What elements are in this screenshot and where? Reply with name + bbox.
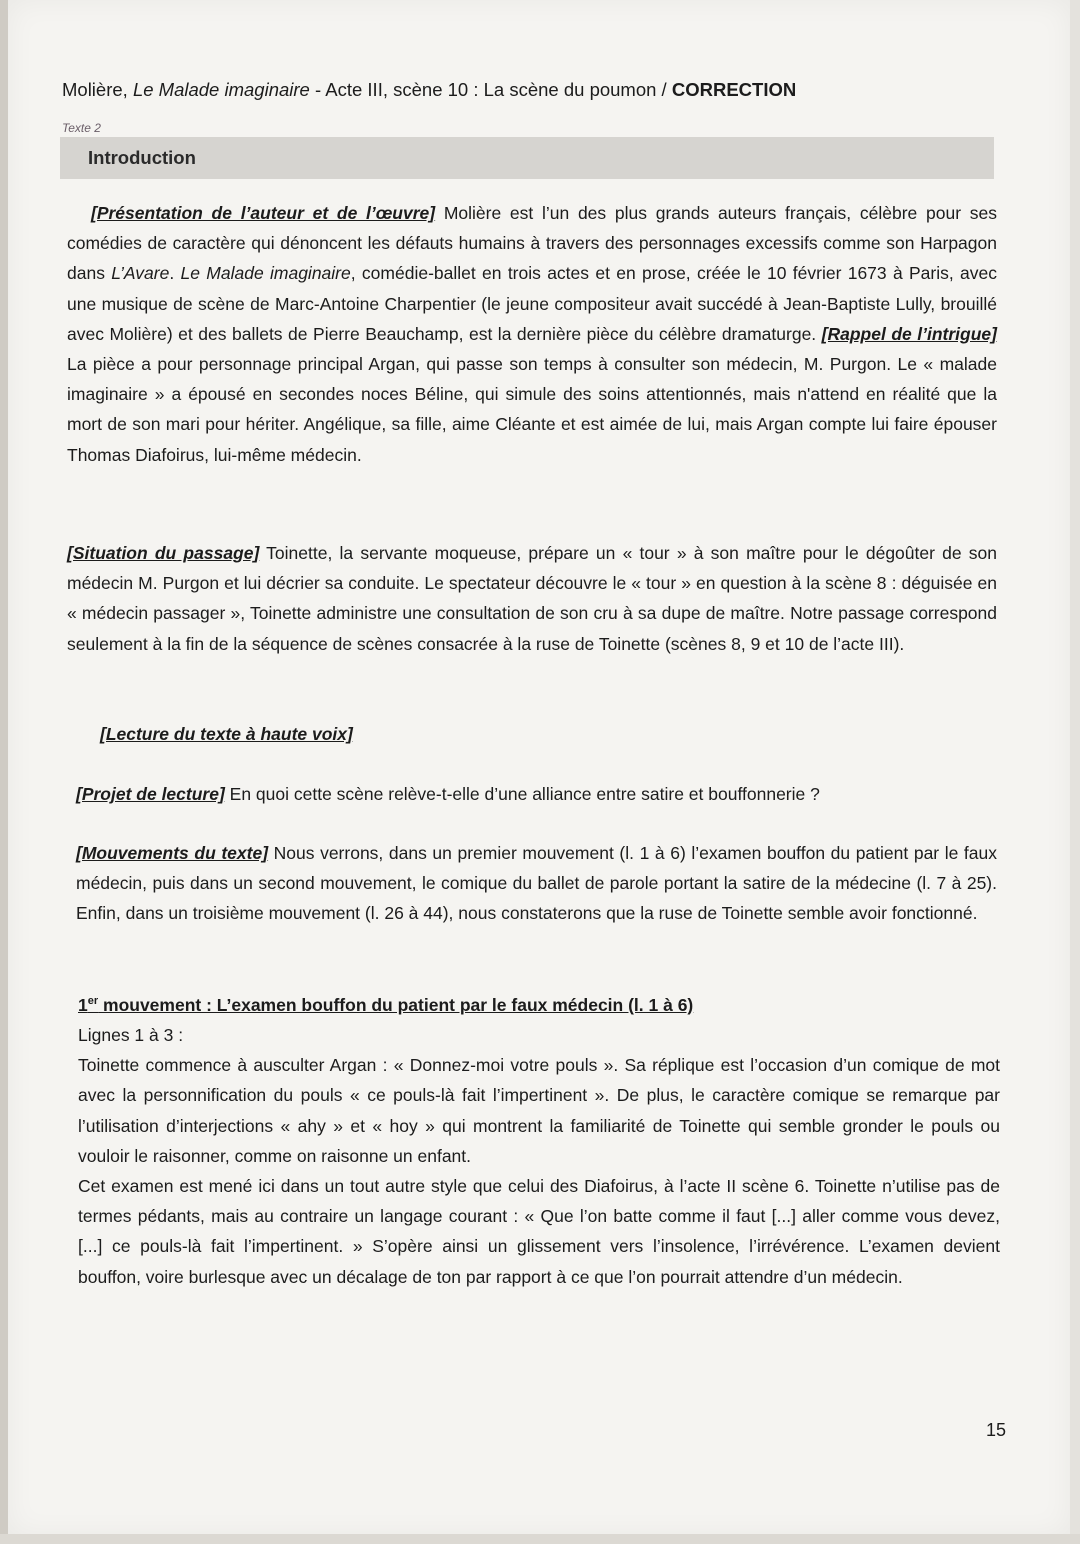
tag-lecture: [Lecture du texte à haute voix]: [100, 724, 353, 744]
text-run: Nous verrons, dans un premier mouvement (l. 1 à 6) l’examen bouffon du patient par le faux médecin, puis dans un second mouvement, le comique du ballet de parole portant la satire de la médecine (l. 7 à 25). Enfin, dans un troisième mouvement (l. 26 à 44), nous constaterons que la ruse de Toinette semble avoir fonctionné.: [76, 843, 997, 924]
title-work: Le Malade imaginaire: [132, 79, 310, 100]
text-run: En quoi cette scène relève-t-elle d’une alliance entre satire et bouffonnerie ?: [224, 784, 820, 804]
text-run-italic: L’Avare: [111, 263, 170, 284]
tag-projet: [Projet de lecture]: [76, 784, 225, 804]
tag-mouvements: [Mouvements du texte]: [76, 843, 269, 863]
tag-rappel: [Rappel de l’intrigue]: [821, 323, 997, 344]
paragraph-lecture: [100, 719, 900, 749]
tag-situation: [Situation du passage]: [67, 543, 260, 563]
title-correction: CORRECTION: [671, 79, 797, 100]
text-run-italic: Le Malade imaginaire: [180, 263, 351, 284]
introduction-heading: Introduction: [88, 147, 196, 168]
paragraph-projet: [76, 779, 997, 809]
movement-title-text: mouvement : L’examen bouffon du patient par le faux médecin (l. 1 à 6): [98, 994, 694, 1015]
title-author: Molière,: [62, 79, 133, 100]
text-run: .: [169, 263, 181, 284]
first-movement-title: [78, 986, 1000, 1020]
introduction-heading-bar: [60, 137, 994, 179]
texte-label: Texte 2: [62, 121, 101, 135]
text-run: Toinette, la servante moqueuse, prépare un « tour » à son maître pour le dégoûter de son médecin M. Purgon et lui décrier sa conduite. Le spectateur découvre le « tour » en question à la scène 8 : déguisée en « médecin passager », Toinette administre une consultation de son cru à sa dupe de maître. Notre passage correspond seulement à la fin de la séquence de scènes consacrée à la ruse de Toinette (scènes 8, 9 et 10 de l’acte III).: [67, 543, 998, 654]
title-rest: - Acte III, scène 10 : La scène du poumon /: [309, 79, 672, 100]
page-stack-left-edge: [0, 0, 8, 1544]
text-run: , comédie-ballet en trois actes et en prose, créée le 10 février 1673 à Paris, avec une musique de scène de Marc-Antoine Charpentier (le jeune compositeur avait succédé à Jean-Baptiste Lully, brouillé avec Molière) et des ballets de Pierre Beauchamp, est la dernière pièce du célèbre dramaturge.: [67, 263, 998, 344]
movement-number-suffix: er: [87, 995, 99, 1007]
paragraph-situation: [67, 538, 997, 659]
page-number: 15: [986, 1420, 1007, 1440]
paragraph-mouvements: [76, 838, 997, 929]
movement-number: 1: [78, 994, 88, 1015]
text-run: La pièce a pour personnage principal Argan, qui passe son temps à consulter son médecin, M. Purgon. Le « malade imaginaire » a épousé en secondes noces Béline, qui simule des soins attentionnés, mais n'attend en réalité que la mort de son mari pour hériter. Angélique, sa fille, aime Cléante et est aimée de lui, mais Argan compte lui faire épouser Thomas Diafoirus, lui-même médecin.: [67, 354, 997, 465]
paragraph-presentation: [67, 198, 997, 470]
text-run: Molière est l’un des plus grands auteurs français, célèbre pour ses comédies de caractère qui dénoncent les défauts humains à travers des personnages excessifs comme son Harpagon dans: [67, 203, 997, 284]
first-movement-paragraph-2: Cet examen est mené ici dans un tout autre style que celui des Diafoirus, à l’acte II scène 6. Toinette n’utilise pas de termes pédants, mais au contraire un langage courant : « Que l’on batte comme il faut [...] aller comme vous devez, [...] ce pouls-là fait l’impertinent. » S’opère ainsi un glissement vers l’insolence, l’irrévérence. L’examen devient bouffon, voire burlesque avec un décalage de ton par rapport à ce que l’on pourrait attendre d’un médecin.: [78, 1176, 1000, 1287]
tag-presentation: [Présentation de l’auteur et de l’œuvre]: [91, 203, 436, 223]
lines-label: Lignes 1 à 3 :: [78, 1025, 184, 1046]
page-stack-right-edge: [1070, 0, 1080, 1544]
first-movement-paragraph-1: Toinette commence à ausculter Argan : « Donnez-moi votre pouls ». Sa réplique est l’occasion d’un comique de mot avec la personnification du pouls « ce pouls-là fait l’impertinent ». De plus, le caractère comique se remarque par l’utilisation d’interjections « ahy » et « hoy » qui montrent la familiarité de Toinette qui semble gronder le pouls ou vouloir le raisonner, comme on raisonne un enfant.: [78, 1055, 1000, 1166]
document-title: [62, 76, 882, 104]
section-first-movement: [78, 986, 1000, 1292]
page-stack-bottom-edge: [0, 1534, 1080, 1544]
